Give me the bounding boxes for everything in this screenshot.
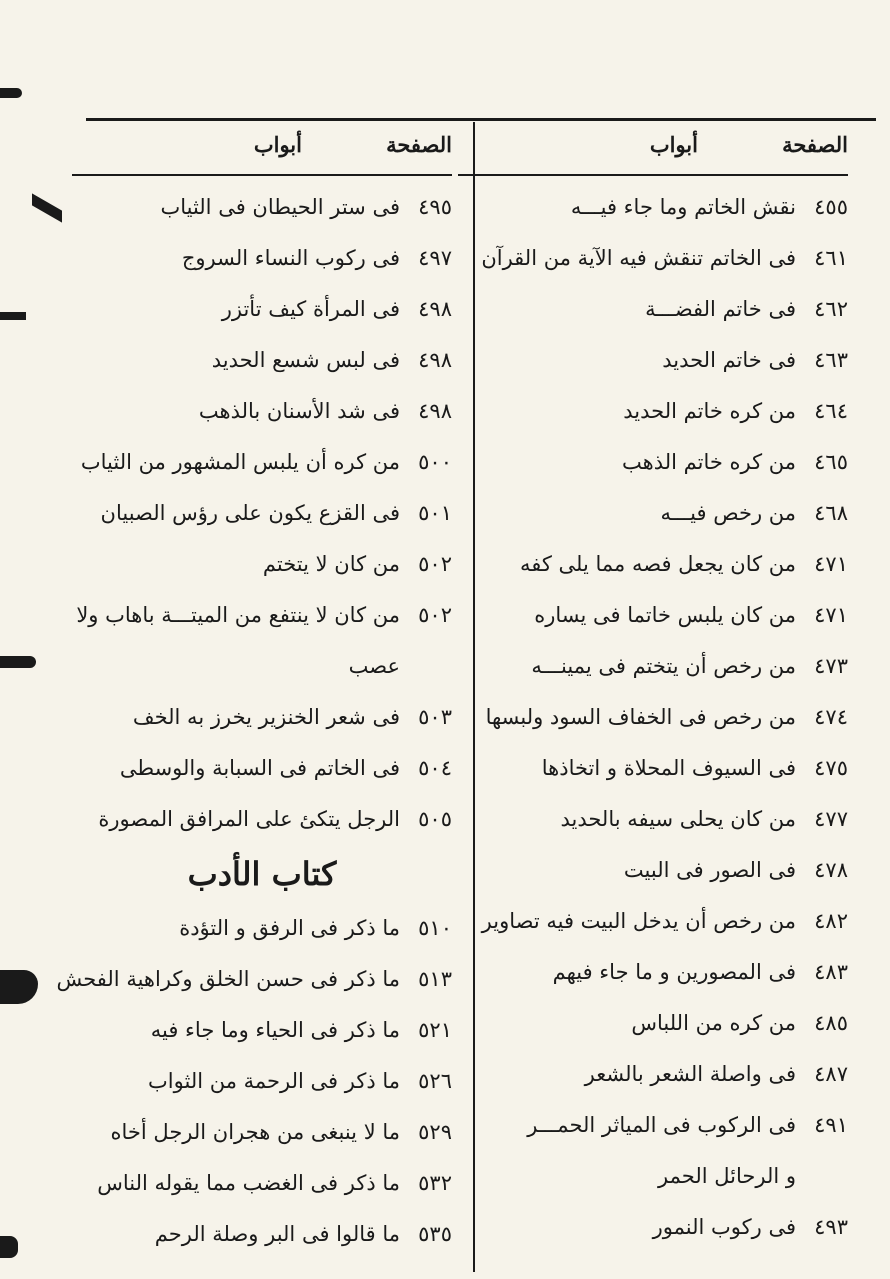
- entry-page-number: ٤٨٥: [814, 1011, 848, 1035]
- margin-mark: [0, 970, 38, 1004]
- entry-page-number: ٥٠٤: [418, 756, 452, 780]
- margin-mark: [32, 193, 62, 222]
- index-entry: [458, 998, 848, 1049]
- index-entry: [72, 335, 452, 386]
- index-entry: [458, 692, 848, 743]
- index-entry: [72, 641, 452, 692]
- entry-page-number: ٤٩٥: [418, 195, 452, 219]
- entry-page-number: ٤٧٣: [814, 654, 848, 678]
- index-entry: [72, 1107, 452, 1158]
- entry-page-number: ٤٨٧: [814, 1062, 848, 1086]
- entry-title: من رخص فى الخفاف السود ولبسها: [485, 705, 796, 729]
- entry-page-number: ٤٦٨: [814, 501, 848, 525]
- entry-page-number: ٥٢٦: [418, 1069, 452, 1093]
- index-entry: [72, 539, 452, 590]
- left-entries-after: [56, 903, 452, 1260]
- index-entry: [458, 386, 848, 437]
- entry-page-number: ٤٦٢: [814, 297, 848, 321]
- entry-title: فى المرأة كيف تأتزر: [221, 297, 400, 321]
- index-entry: [72, 284, 452, 335]
- index-entry: [458, 845, 848, 896]
- entry-title: من رخص أن يتختم فى يمينـــه: [531, 654, 796, 678]
- index-entry: [458, 641, 848, 692]
- top-rule: [86, 118, 876, 121]
- entry-page-number: ٤٧٥: [814, 756, 848, 780]
- entry-page-number: ٤٩١: [814, 1113, 848, 1137]
- entry-title: من كان يحلى سيفه بالحديد: [560, 807, 796, 831]
- entry-page-number: ٤٥٥: [814, 195, 848, 219]
- entry-page-number: ٥٠١: [418, 501, 452, 525]
- index-entry: [72, 903, 452, 954]
- entry-title: فى شد الأسنان بالذهب: [198, 399, 400, 423]
- index-entry: [458, 794, 848, 845]
- entry-title: نقش الخاتم وما جاء فيـــه: [570, 195, 796, 219]
- margin-mark: [0, 1236, 18, 1258]
- index-entry: [72, 233, 452, 284]
- index-entry: [458, 743, 848, 794]
- entry-title: ما قالوا فى البر وصلة الرحم: [154, 1222, 400, 1246]
- entry-page-number: ٤٦٣: [814, 348, 848, 372]
- index-entry: [458, 947, 848, 998]
- index-entry: [72, 590, 452, 641]
- index-entry: [458, 1151, 848, 1202]
- entry-page-number: ٤٨٢: [814, 909, 848, 933]
- entry-page-number: ٥٠٢: [418, 603, 452, 627]
- chapters-label: أبواب: [649, 132, 698, 157]
- entry-title: ما ذكر فى الحياء وما جاء فيه: [150, 1018, 400, 1042]
- index-entry: [72, 437, 452, 488]
- entry-title: فى الصور فى البيت: [623, 858, 796, 882]
- entry-title: من كان يلبس خاتما فى يساره: [534, 603, 796, 627]
- index-entry: [72, 488, 452, 539]
- index-entry: [458, 896, 848, 947]
- entry-title: فى المصورين و ما جاء فيهم: [552, 960, 796, 984]
- entry-title: فى الخاتم فى السبابة والوسطى: [119, 756, 400, 780]
- entry-title: الرجل يتكئ على المرافق المصورة: [98, 807, 400, 831]
- entry-page-number: ٤٩٧: [418, 246, 452, 270]
- entry-page-number: ٥٣٥: [418, 1222, 452, 1246]
- entry-title: من كره خاتم الذهب: [622, 450, 796, 474]
- right-column: [458, 126, 848, 1253]
- entry-title: فى خاتم الفضـــة: [645, 297, 796, 321]
- index-entry: [458, 335, 848, 386]
- index-entry: [458, 437, 848, 488]
- header-rule: [72, 174, 452, 176]
- entry-title: من رخص فيـــه: [660, 501, 796, 525]
- margin-mark: [0, 656, 36, 668]
- entry-title: ما ذكر فى الرحمة من الثواب: [148, 1069, 400, 1093]
- header-rule: [458, 174, 848, 176]
- entry-title: و الرحائل الحمر: [658, 1164, 796, 1188]
- entry-page-number: ٤٩٨: [418, 297, 452, 321]
- entry-title: من كره من اللباس: [631, 1011, 796, 1035]
- entry-title: ما لا ينبغى من هجران الرجل أخاه: [110, 1120, 400, 1144]
- left-entries: [72, 182, 452, 845]
- entry-page-number: ٤٨٣: [814, 960, 848, 984]
- index-entry: [458, 1100, 848, 1151]
- section-title: كتاب الأدب: [187, 855, 337, 893]
- entry-page-number: ٤٦٥: [814, 450, 848, 474]
- entry-title: فى خاتم الحديد: [662, 348, 796, 372]
- entry-page-number: ٤٧٧: [814, 807, 848, 831]
- entry-page-number: ٤٧١: [814, 603, 848, 627]
- margin-mark: [0, 88, 22, 98]
- left-column: [56, 126, 452, 1260]
- entry-page-number: ٥١٠: [418, 916, 452, 940]
- entry-page-number: ٤٦٤: [814, 399, 848, 423]
- entry-page-number: ٤٩٨: [418, 399, 452, 423]
- column-header: [72, 126, 452, 166]
- entry-title: فى الخاتم تنقش فيه الآية من القرآن: [481, 246, 796, 270]
- entry-title: من كره خاتم الحديد: [623, 399, 796, 423]
- entry-page-number: ٥١٣: [418, 967, 452, 991]
- index-entry: [72, 692, 452, 743]
- entry-title: فى ستر الحيطان فى الثياب: [160, 195, 400, 219]
- index-entry: [72, 386, 452, 437]
- entry-title: من كان لا ينتفع من الميتـــة باهاب ولا: [76, 603, 400, 627]
- entry-title: فى ركوب النساء السروج: [181, 246, 400, 270]
- entry-title: فى ركوب النمور: [652, 1215, 796, 1239]
- entry-title: ما ذكر فى الرفق و التؤدة: [179, 916, 400, 940]
- entry-page-number: ٥٠٥: [418, 807, 452, 831]
- index-entry: [458, 182, 848, 233]
- index-entry: [458, 1202, 848, 1253]
- index-entry: [56, 954, 452, 1005]
- entry-page-number: ٥٠٠: [418, 450, 452, 474]
- entry-page-number: ٤٧٤: [814, 705, 848, 729]
- entry-page-number: ٤٧١: [814, 552, 848, 576]
- index-entry: [72, 794, 452, 845]
- right-entries: [458, 182, 848, 1253]
- entry-title: فى شعر الخنزير يخرز به الخف: [132, 705, 400, 729]
- entry-title: من كره أن يلبس المشهور من الثياب: [80, 450, 400, 474]
- entry-title: ما ذكر فى الغضب مما يقوله الناس: [97, 1171, 400, 1195]
- entry-page-number: ٥٢٩: [418, 1120, 452, 1144]
- index-entry: [458, 590, 848, 641]
- entry-title: من رخص أن يدخل البيت فيه تصاوير: [481, 909, 796, 933]
- index-entry: [72, 743, 452, 794]
- entry-title: عصب: [348, 654, 400, 678]
- index-entry: [458, 284, 848, 335]
- index-entry: [458, 488, 848, 539]
- entry-page-number: ٤٧٨: [814, 858, 848, 882]
- entry-page-number: ٤٩٨: [418, 348, 452, 372]
- column-header: [458, 126, 848, 166]
- margin-mark: [0, 312, 26, 320]
- entry-title: من كان لا يتختم: [262, 552, 400, 576]
- index-entry: [72, 1056, 452, 1107]
- entry-title: ما ذكر فى حسن الخلق وكراهية الفحش: [56, 967, 400, 991]
- entry-title: فى السيوف المحلاة و اتخاذها: [541, 756, 796, 780]
- index-entry: [72, 1209, 452, 1260]
- entry-page-number: ٥٠٣: [418, 705, 452, 729]
- entry-title: فى القزع يكون على رؤس الصبيان: [100, 501, 400, 525]
- index-entry: [72, 1158, 452, 1209]
- entry-title: فى واصلة الشعر بالشعر: [584, 1062, 796, 1086]
- entry-page-number: ٤٦١: [814, 246, 848, 270]
- index-entry: [458, 233, 848, 284]
- entry-page-number: ٤٩٣: [814, 1215, 848, 1239]
- index-entry: [72, 182, 452, 233]
- index-entry: [458, 539, 848, 590]
- entry-page-number: ٥٢١: [418, 1018, 452, 1042]
- index-entry: [72, 1005, 452, 1056]
- entry-page-number: ٥٠٢: [418, 552, 452, 576]
- entry-title: فى الركوب فى المياثر الحمـــر: [527, 1113, 796, 1137]
- chapters-label: أبواب: [253, 132, 302, 157]
- page-label: الصفحة: [386, 132, 452, 157]
- entry-title: فى لبس شسع الحديد: [211, 348, 400, 372]
- page-label: الصفحة: [782, 132, 848, 157]
- index-entry: [458, 1049, 848, 1100]
- entry-title: من كان يجعل فصه مما يلى كفه: [519, 552, 796, 576]
- entry-page-number: ٥٣٢: [418, 1171, 452, 1195]
